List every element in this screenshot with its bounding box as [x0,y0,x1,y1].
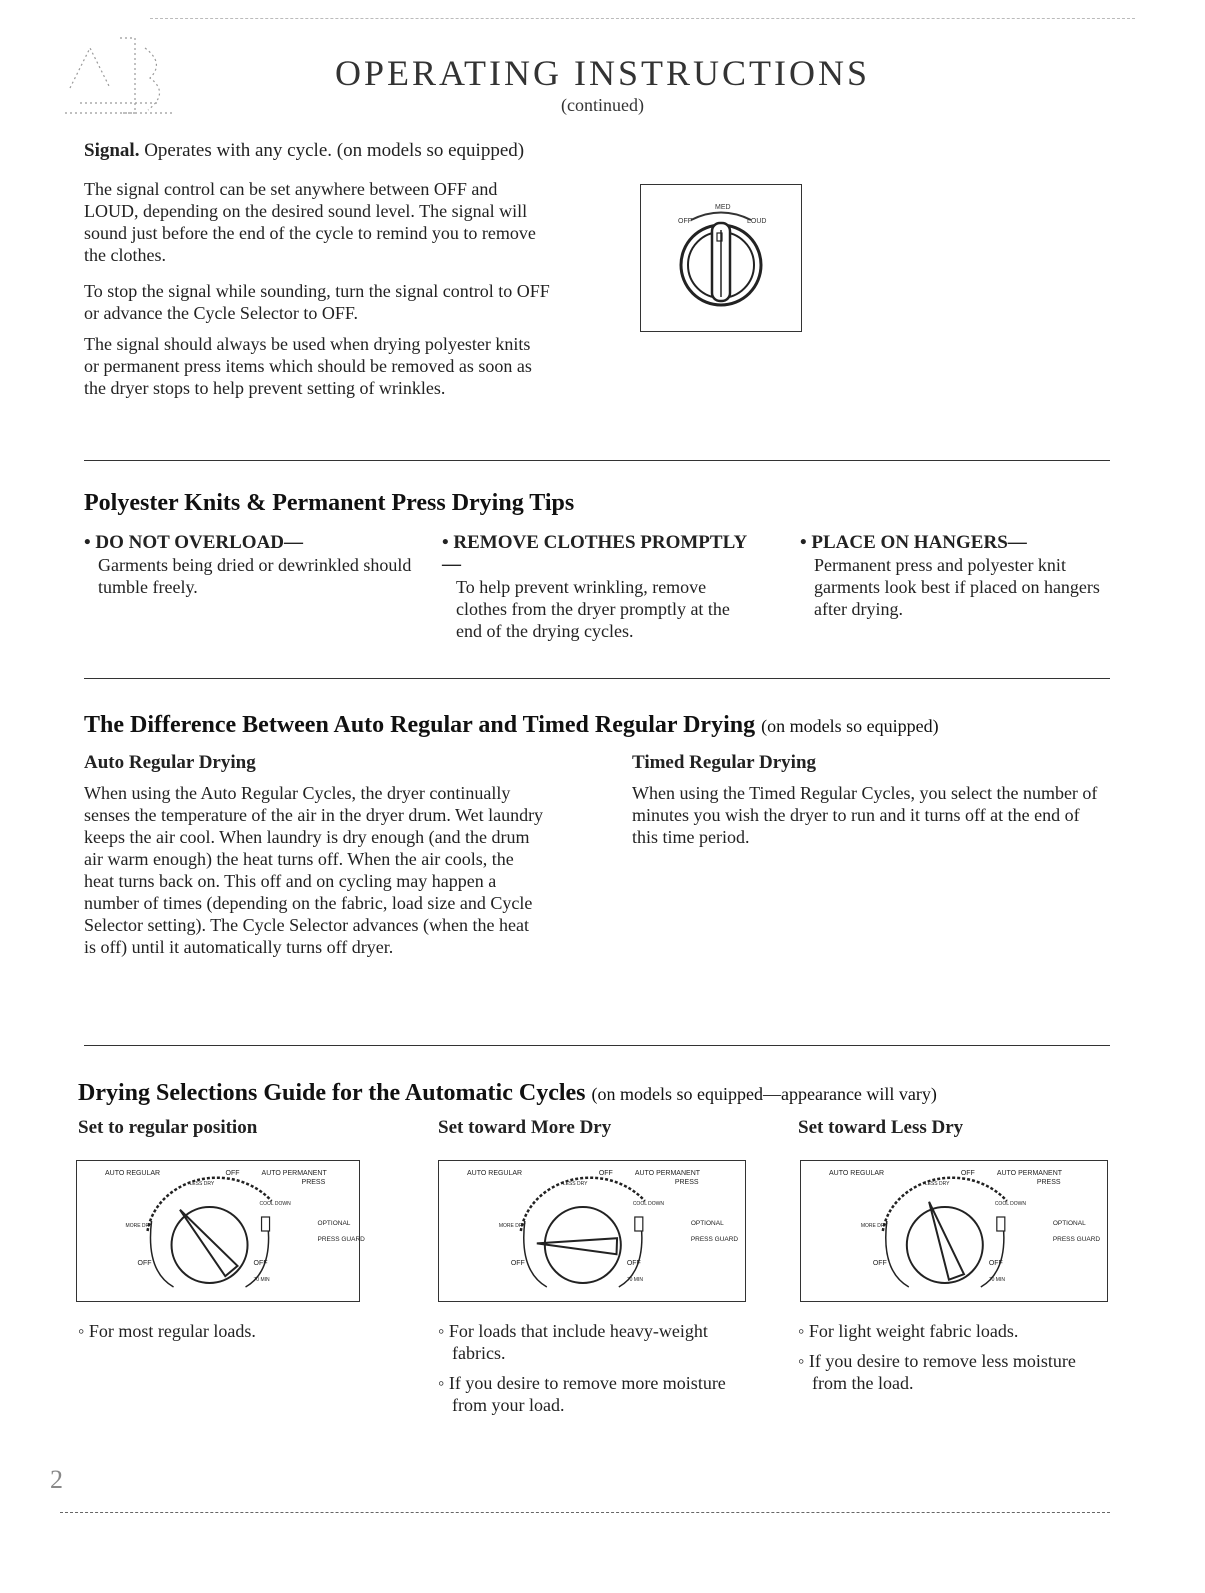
signal-intro [84,140,524,162]
tip-1 [84,532,414,598]
tip-2 [442,532,752,642]
cycle-dial-icon [439,1161,745,1301]
dial-off-left-label: OFF [137,1260,152,1267]
divider-1 [84,460,1110,461]
timed-regular-block [632,752,1110,848]
page-title: OPERATING INSTRUCTIONS [334,53,871,93]
dial-regular-figure [76,1160,365,1302]
dial-more-dry-figure [438,1160,746,1302]
dial-more-dry-label: MORE DRY [860,1223,888,1229]
dial-press-label: PRESS [1036,1179,1061,1186]
guide-col-3-bullet-2: ◦ If you desire to remove less moisture from the load. [798,1351,1076,1393]
dial-cool-down-label: COOL DOWN [632,1201,665,1207]
auto-regular-block [84,752,544,958]
dial-press-guard-label: PRESS GUARD [1052,1236,1101,1243]
dial-more-dry-label: MORE DRY [498,1223,526,1229]
auto-regular-head: Auto Regular Drying [84,752,256,773]
guide-title-text: Drying Selections Guide for the Automatic Cycles [78,1080,586,1106]
dial-off-top-label: OFF [598,1170,613,1177]
dial-press-label: PRESS [301,1179,326,1186]
tip-3-body: Permanent press and polyester knit garments look best if placed on hangers after drying. [814,555,1100,619]
guide-col-1-head: Set to regular position [78,1117,258,1138]
dial-optional-label: OPTIONAL [690,1220,724,1227]
cycle-dial-icon [77,1161,365,1301]
dial-press-label: PRESS [674,1179,699,1186]
tip-1-head: • DO NOT OVERLOAD— [84,532,304,553]
dial-less-dry-label: LESS DRY [924,1181,950,1187]
dial-cool-down-label: COOL DOWN [994,1201,1027,1207]
difference-title [84,712,939,739]
signal-dial-loud-label: LOUD [747,218,767,225]
dial-less-dry-label: LESS DRY [189,1181,215,1187]
dial-notch [997,1217,1005,1231]
dial-auto-regular-label: AUTO REGULAR [105,1170,161,1177]
guide-col-2-bullet-1: ◦ For loads that include heavy-weight fabrics. [438,1321,708,1363]
dial-optional-label: OPTIONAL [317,1220,351,1227]
dial-auto-regular-label: AUTO REGULAR [467,1170,523,1177]
dial-auto-perm-label: AUTO PERMANENT [261,1170,327,1177]
signal-dial-off-label: OFF [678,218,692,225]
guide-col-3-bullet-1: ◦ For light weight fabric loads. [798,1321,1019,1341]
dial-off-top-label: OFF [960,1170,975,1177]
guide-col-3-bullets [798,1320,1098,1394]
dial-optional-label: OPTIONAL [1052,1220,1086,1227]
guide-col-2-bullets [438,1320,738,1416]
timed-regular-head: Timed Regular Drying [632,752,817,773]
signal-paragraph-2: To stop the signal while sounding, turn the signal control to OFF or advance the Cycle Selector to OFF. [84,281,550,323]
dial-auto-perm-label: AUTO PERMANENT [996,1170,1063,1177]
signal-intro-text: Operates with any cycle. (on models so equipped) [144,140,525,161]
dial-off-left-label: OFF [510,1260,525,1267]
dial-more-dry-label: MORE DRY [125,1223,153,1229]
dial-off-left-label: OFF [872,1260,887,1267]
dial-notch [262,1217,270,1231]
auto-regular-body: When using the Auto Regular Cycles, the dryer continually senses the temperature of the air in the dryer drum. Wet laundry keeps the air cool. When laundry is dry enough (and the drum air warm enough) the heat turns off. When the air cools, the heat turns back on. This off and on cycling may happen a number of times (depending on the fabric, load size and Cycle Selector setting). The Cycle Selector advances (when the heat is off) until it automatically turns off dryer. [84,783,544,957]
divider-2 [84,678,1110,679]
cycle-dial-icon [801,1161,1107,1301]
guide-note: (on models so equipped—appearance will vary) [591,1084,937,1104]
dial-auto-perm-label: AUTO PERMANENT [634,1170,701,1177]
dial-left-arc [524,1221,547,1287]
difference-title-text: The Difference Between Auto Regular and Timed Regular Drying [84,712,756,738]
guide-col-2-head: Set toward More Dry [438,1117,612,1138]
dial-auto-regular-label: AUTO REGULAR [829,1170,885,1177]
dial-min-label: 70 MIN [988,1277,1005,1283]
guide-col-3-head: Set toward Less Dry [798,1117,964,1138]
tip-2-head: • REMOVE CLOTHES PROMPTLY— [442,532,748,575]
dial-less-dry-figure [800,1160,1108,1302]
dial-press-guard-label: PRESS GUARD [317,1236,365,1243]
signal-heading: Signal. [84,140,140,161]
dial-press-guard-label: PRESS GUARD [690,1236,739,1243]
dial-left-arc [150,1221,173,1287]
tip-1-body: Garments being dried or dewrinkled should tumble freely. [98,555,412,597]
dial-notch [635,1217,643,1231]
guide-col-1-bullets [78,1320,398,1342]
guide-col-1-bullet-1: ◦ For most regular loads. [78,1321,256,1341]
dial-off-right-label: OFF [988,1260,1003,1267]
dial-min-label: 70 MIN [253,1277,270,1283]
signal-dial-icon [641,185,801,331]
tip-2-body: To help prevent wrinkling, remove clothes from the dryer promptly at the end of the drying cycles. [456,577,730,641]
dial-off-right-label: OFF [253,1260,268,1267]
dial-min-label: 70 MIN [626,1277,643,1283]
dial-off-right-label: OFF [626,1260,641,1267]
tips-title: Polyester Knits & Permanent Press Drying Tips [84,490,575,516]
signal-paragraph-3: The signal should always be used when drying polyester knits or permanent press items which should be removed as soon as the dryer stops to help prevent setting of wrinkles. [84,334,532,398]
timed-regular-body: When using the Timed Regular Cycles, you select the number of minutes you wish the dryer to run and it turns off at the end of this time period. [632,783,1098,847]
tip-3 [800,532,1110,620]
top-rule [150,18,1135,19]
page-number: 2 [50,1465,63,1494]
signal-paragraph-1: The signal control can be set anywhere between OFF and LOUD, depending on the desired sound level. The signal will sound just before the end of the cycle to remind you to remove the clothes. [84,179,536,265]
difference-note: (on models so equipped) [761,716,939,736]
tip-3-head: • PLACE ON HANGERS— [800,532,1027,553]
bottom-rule [60,1512,1110,1513]
page-subtitle: (continued) [561,95,644,115]
dial-left-arc [886,1221,909,1287]
signal-dial-med-label: MED [715,204,731,211]
dial-cool-down-label: COOL DOWN [259,1201,291,1207]
guide-col-2-bullet-2: ◦ If you desire to remove more moisture from your load. [438,1373,726,1415]
dial-off-top-label: OFF [225,1170,240,1177]
dial-less-dry-label: LESS DRY [562,1181,588,1187]
guide-title [78,1080,937,1107]
divider-3 [84,1045,1110,1046]
signal-dial-figure [640,184,802,332]
